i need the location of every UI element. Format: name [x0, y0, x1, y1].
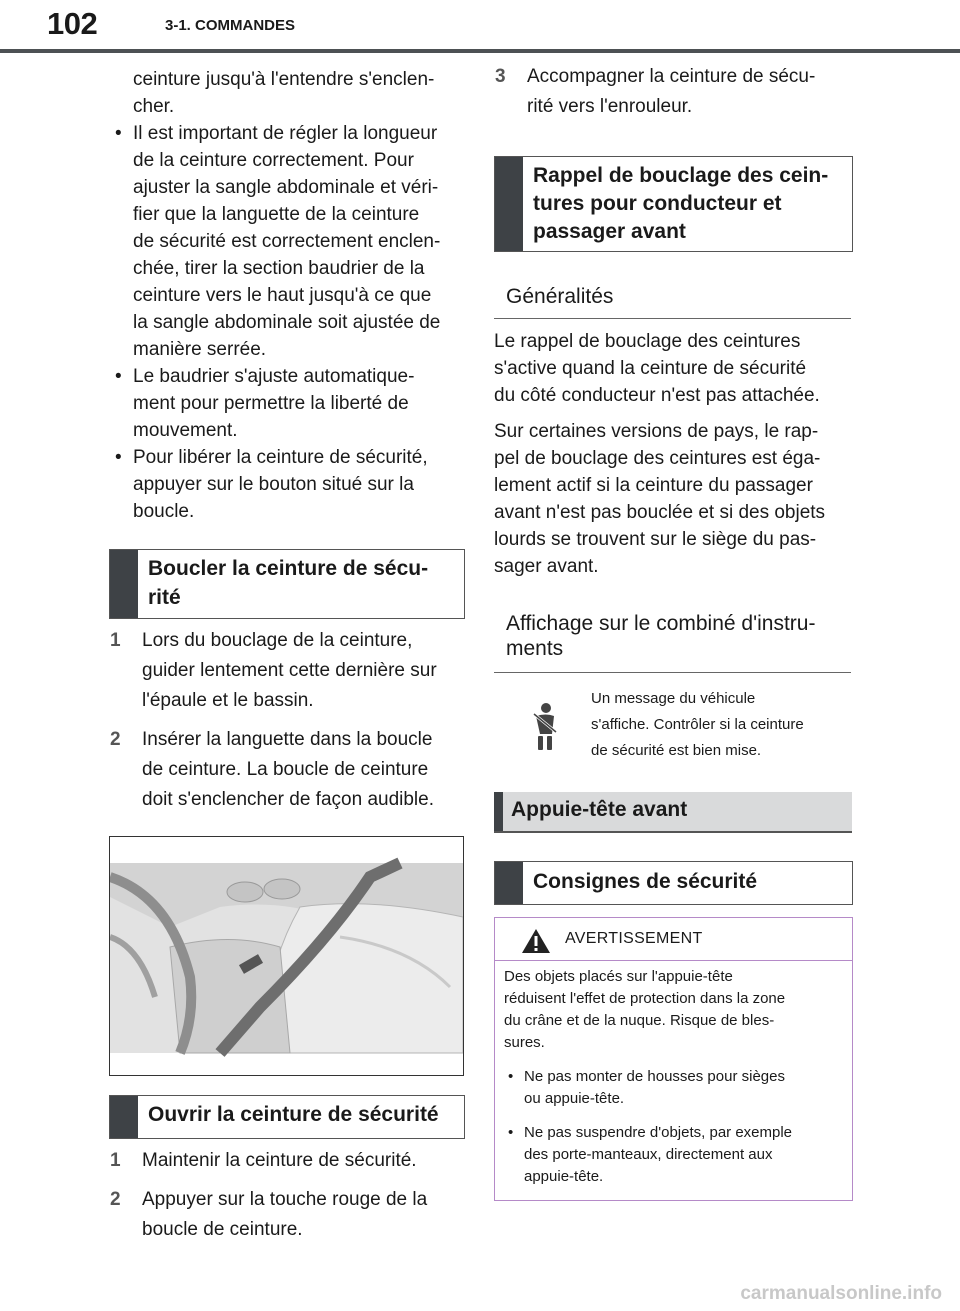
- heading-underline: [494, 831, 852, 833]
- bullet-dot: •: [115, 123, 122, 144]
- text-line: ment pour permettre la liberté de: [133, 393, 409, 414]
- step-item: [109, 725, 469, 815]
- heading-bar: [495, 862, 523, 904]
- seatbelt-illustration: [109, 836, 464, 1076]
- bullet-dot: •: [508, 1124, 514, 1141]
- paragraph: [494, 328, 854, 409]
- text-line: mouvement.: [133, 420, 238, 441]
- heading-text: [533, 162, 844, 246]
- bullet-item: [109, 120, 469, 363]
- subheading-rule: [494, 672, 851, 673]
- heading-rappel: [494, 156, 853, 252]
- text-line: Des objets placés sur l'appuie-tête: [504, 968, 733, 985]
- step-number: 2: [110, 729, 121, 750]
- step-item: [109, 1146, 469, 1176]
- text-line: Pour libérer la ceinture de sécurité,: [133, 447, 428, 468]
- text-line: de sécurité est bien mise.: [591, 742, 762, 759]
- intro-continuation: [109, 66, 469, 120]
- text-line: de la ceinture correctement. Pour: [133, 150, 414, 171]
- text-line: Ne pas suspendre d'objets, par exemple: [524, 1124, 793, 1141]
- bullet-dot: •: [508, 1068, 514, 1085]
- warning-triangle-icon: [521, 928, 551, 959]
- text-line: Sur certaines versions de pays, le rap-: [494, 421, 819, 442]
- text-line: Appuyer sur la touche rouge de la: [142, 1189, 428, 1210]
- bullet-item: [109, 444, 469, 525]
- bullet-dot: •: [115, 366, 122, 387]
- text-line: réduisent l'effet de protection dans la zone: [504, 990, 786, 1007]
- text-line: Accompagner la ceinture de sécu-: [527, 66, 816, 87]
- subheading-rule: [494, 318, 851, 319]
- seatbelt-warning-icon: [530, 702, 560, 752]
- text-line: Rappel de bouclage des cein-: [533, 164, 829, 187]
- text-line: boucle de ceinture.: [142, 1219, 303, 1240]
- text-line: du crâne et de la nuque. Risque de bles-: [504, 1012, 775, 1029]
- step-number: 2: [110, 1189, 121, 1210]
- seatbelt-drawing: [110, 837, 463, 1075]
- text-line: s'affiche. Contrôler si la ceinture: [591, 716, 804, 733]
- text-line: avant n'est pas bouclée et si des objets: [494, 502, 826, 523]
- text-line: pel de bouclage des ceintures est éga-: [494, 448, 821, 469]
- text-line: la sangle abdominale soit ajustée de: [133, 312, 441, 333]
- step-item: [494, 62, 854, 122]
- heading-ouvrir: [109, 1095, 465, 1139]
- text-line: ments: [506, 637, 564, 660]
- text-line: boucle.: [133, 501, 195, 522]
- step-number: 1: [110, 1150, 121, 1171]
- text-line: ceinture vers le haut jusqu'à ce que: [133, 285, 432, 306]
- warning-body: [504, 966, 844, 1188]
- text-line: rité: [148, 586, 181, 609]
- text-line: rité vers l'enrouleur.: [527, 96, 693, 117]
- warning-intro: [504, 966, 844, 1054]
- bullet-item: [109, 363, 469, 444]
- text-line: Il est important de régler la longueur: [133, 123, 438, 144]
- step-number: 1: [110, 630, 121, 651]
- header-rule: [0, 49, 960, 53]
- text-line: cher.: [133, 96, 175, 117]
- text-line: de ceinture. La boucle de ceinture: [142, 759, 429, 780]
- text-line: tures pour conducteur et: [533, 192, 782, 215]
- warning-box: [494, 917, 853, 1201]
- text-line: chée, tirer la section baudrier de la: [133, 258, 425, 279]
- bullet-dot: •: [115, 447, 122, 468]
- heading-text: Consignes de sécurité: [533, 870, 758, 893]
- text-line: manière serrée.: [133, 339, 267, 360]
- text-line: Insérer la languette dans la boucle: [142, 729, 433, 750]
- text-line: guider lentement cette dernière sur: [142, 660, 437, 681]
- text-line: fier que la languette de la ceinture: [133, 204, 420, 225]
- text-line: lourds se trouvent sur le siège du pas-: [494, 529, 817, 550]
- warning-bullet: [504, 1066, 844, 1110]
- text-line: Affichage sur le combiné d'instru-: [506, 612, 816, 635]
- seatbelt-message-text: [591, 686, 853, 764]
- left-column-text: [109, 66, 469, 525]
- warning-title: AVERTISSEMENT: [565, 930, 703, 947]
- heading-text: [148, 554, 456, 612]
- warning-bullet: [504, 1122, 844, 1188]
- text-line: de sécurité est correctement enclen-: [133, 231, 441, 252]
- text-line: appuie-tête.: [524, 1168, 604, 1185]
- step-item: [109, 1185, 469, 1245]
- steps-ouvrir: [109, 1146, 469, 1254]
- subheading-generalites: Généralités: [506, 285, 614, 308]
- steps-boucler: [109, 626, 469, 824]
- text-line: Maintenir la ceinture de sécurité.: [142, 1150, 417, 1171]
- text-line: Le rappel de bouclage des ceintures: [494, 331, 801, 352]
- watermark: carmanualsonline.info: [740, 1283, 942, 1304]
- text-line: Boucler la ceinture de sécu-: [148, 557, 429, 580]
- text-line: Le baudrier s'ajuste automatique-: [133, 366, 415, 387]
- text-line: Lors du bouclage de la ceinture,: [142, 630, 413, 651]
- paragraph: [494, 418, 854, 580]
- subheading-affichage: [506, 611, 815, 661]
- step-item: [109, 626, 469, 716]
- text-line: s'active quand la ceinture de sécurité: [494, 358, 807, 379]
- heading-text: Ouvrir la ceinture de sécurité: [148, 1103, 439, 1126]
- heading-boucler: [109, 549, 465, 619]
- step-3: [494, 62, 854, 131]
- text-line: l'épaule et le bassin.: [142, 690, 314, 711]
- heading-bar: [494, 792, 503, 833]
- text-line: des porte-manteaux, directement aux: [524, 1146, 773, 1163]
- generalites-text: [494, 328, 854, 580]
- text-line: Un message du véhicule: [591, 690, 756, 707]
- heading-appuie: [494, 792, 852, 833]
- section-title: 3-1. COMMANDES: [165, 17, 296, 34]
- text-line: ou appuie-tête.: [524, 1090, 625, 1107]
- text-line: ajuster la sangle abdominale et véri-: [133, 177, 439, 198]
- text-line: sager avant.: [494, 556, 599, 577]
- text-line: Ne pas monter de housses pour sièges: [524, 1068, 785, 1085]
- page-number: 102: [47, 6, 98, 41]
- heading-bar: [110, 550, 138, 618]
- step-number: 3: [495, 66, 506, 87]
- text-line: appuyer sur le bouton situé sur la: [133, 474, 414, 495]
- heading-text: Appuie-tête avant: [511, 798, 688, 821]
- text-line: passager avant: [533, 220, 686, 243]
- warning-header: [495, 918, 852, 961]
- text-line: doit s'enclencher de façon audible.: [142, 789, 434, 810]
- heading-bar: [495, 157, 523, 251]
- text-line: du côté conducteur n'est pas attachée.: [494, 385, 820, 406]
- heading-bar: [110, 1096, 138, 1138]
- text-line: sures.: [504, 1034, 545, 1051]
- heading-consignes: [494, 861, 853, 905]
- text-line: ceinture jusqu'à l'entendre s'enclen-: [133, 69, 435, 90]
- text-line: lement actif si la ceinture du passager: [494, 475, 813, 496]
